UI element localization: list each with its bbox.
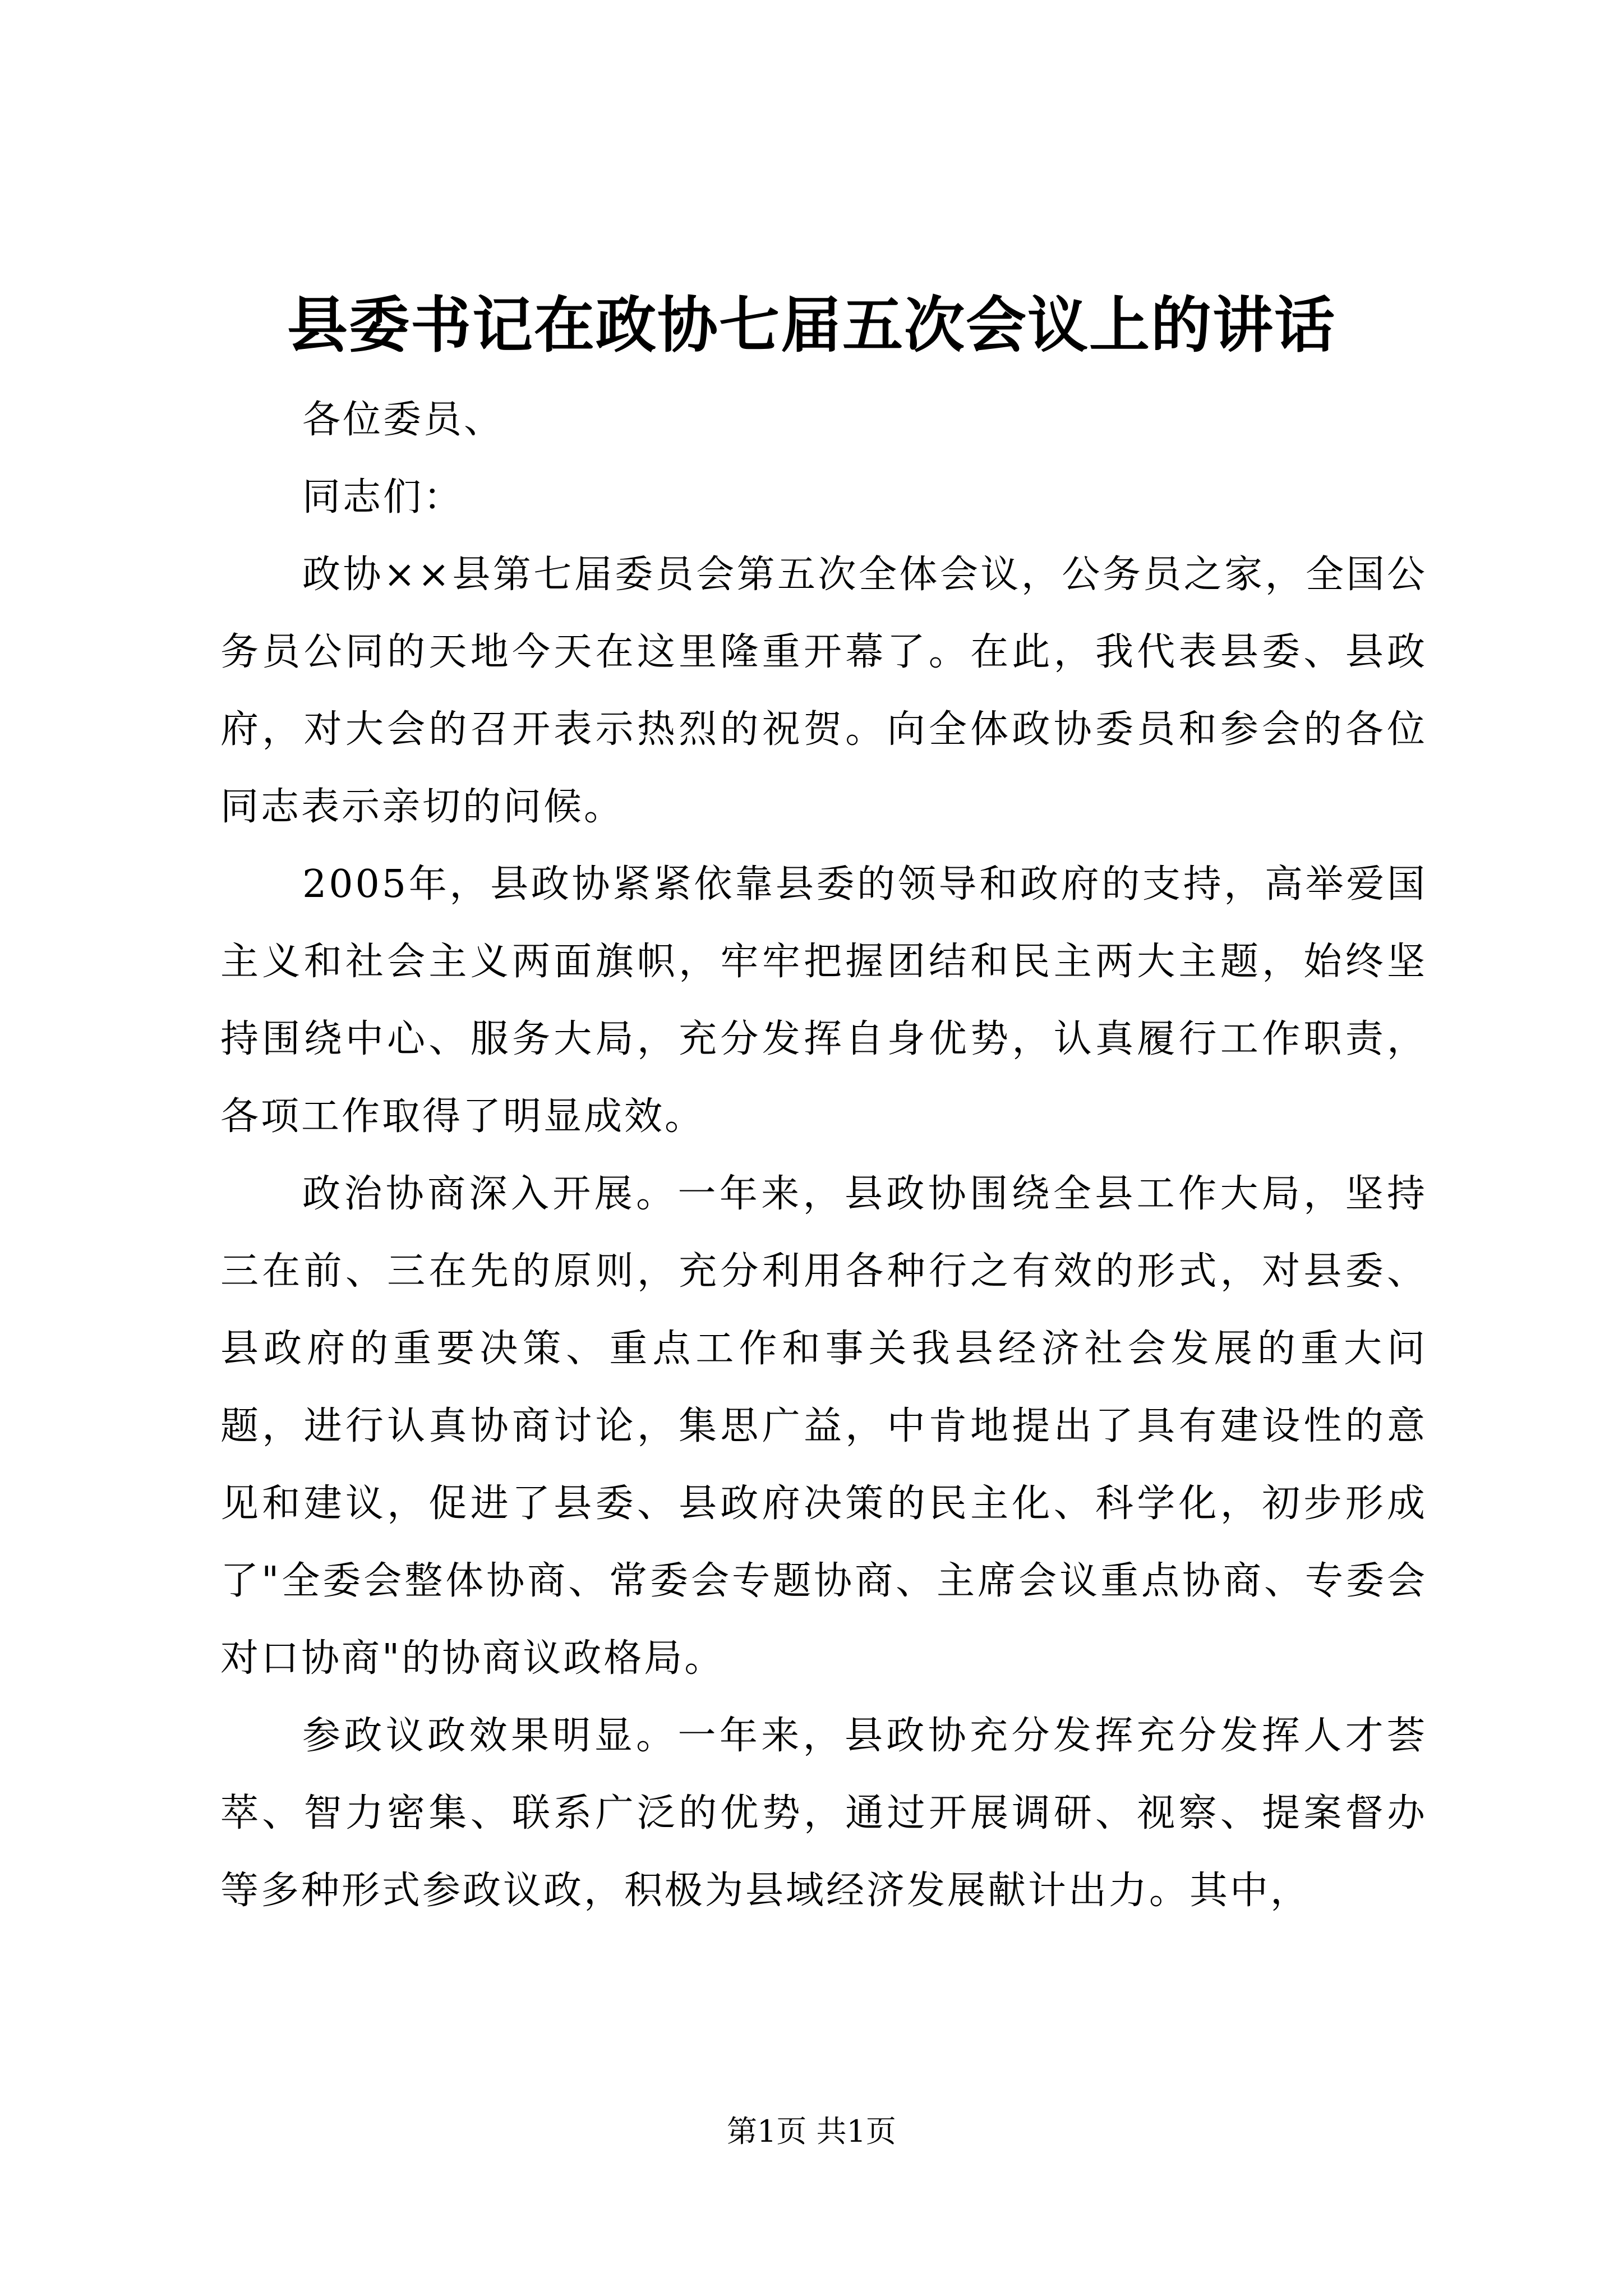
paragraph-participation: 参政议政效果明显。一年来，县政协充分发挥充分发挥人才荟萃、智力密集、联系广泛的优势，通过开展调研、视察、提案督办等多种形式参政议政，积极为县域经济发展献计出力。其中， <box>220 1714 1427 1913</box>
salutation-line-2: 同志们： <box>302 475 464 519</box>
document-title: 县委书记在政协七届五次会议上的讲话 <box>287 290 1336 361</box>
page-footer: 第1页 共1页 <box>727 2114 896 2149</box>
salutation-line-1: 各位委员、 <box>302 398 505 442</box>
paragraph-2005-review: 2005年，县政协紧紧依靠县委的领导和政府的支持，高举爱国主义和社会主义两面旗帜，牢牢把握团结和民主两大主题，始终坚持围绕中心、服务大局，充分发挥自身优势，认真履行工作职责，各项工作取得了明显成效。 <box>220 862 1427 1139</box>
paragraph-political-consultation: 政治协商深入开展。一年来，县政协围绕全县工作大局，坚持三在前、三在先的原则，充分利用各种行之有效的形式，对县委、县政府的重要决策、重点工作和事关我县经济社会发展的重大问题，进行认真协商讨论，集思广益，中肯地提出了具有建设性的意见和建议，促进了县委、县政府决策的民主化、科学化，初步形成了"全委会整体协商、常委会专题协商、主席会议重点协商、专委会对口协商"的协商议政格局。 <box>220 1172 1427 1681</box>
document-body <box>220 381 1427 1930</box>
paragraph-opening: 政协××县第七届委员会第五次全体会议，公务员之家，全国公务员公同的天地今天在这里隆重开幕了。在此，我代表县委、县政府，对大会的召开表示热烈的祝贺。向全体政协委员和参会的各位同志表示亲切的问候。 <box>220 553 1427 829</box>
